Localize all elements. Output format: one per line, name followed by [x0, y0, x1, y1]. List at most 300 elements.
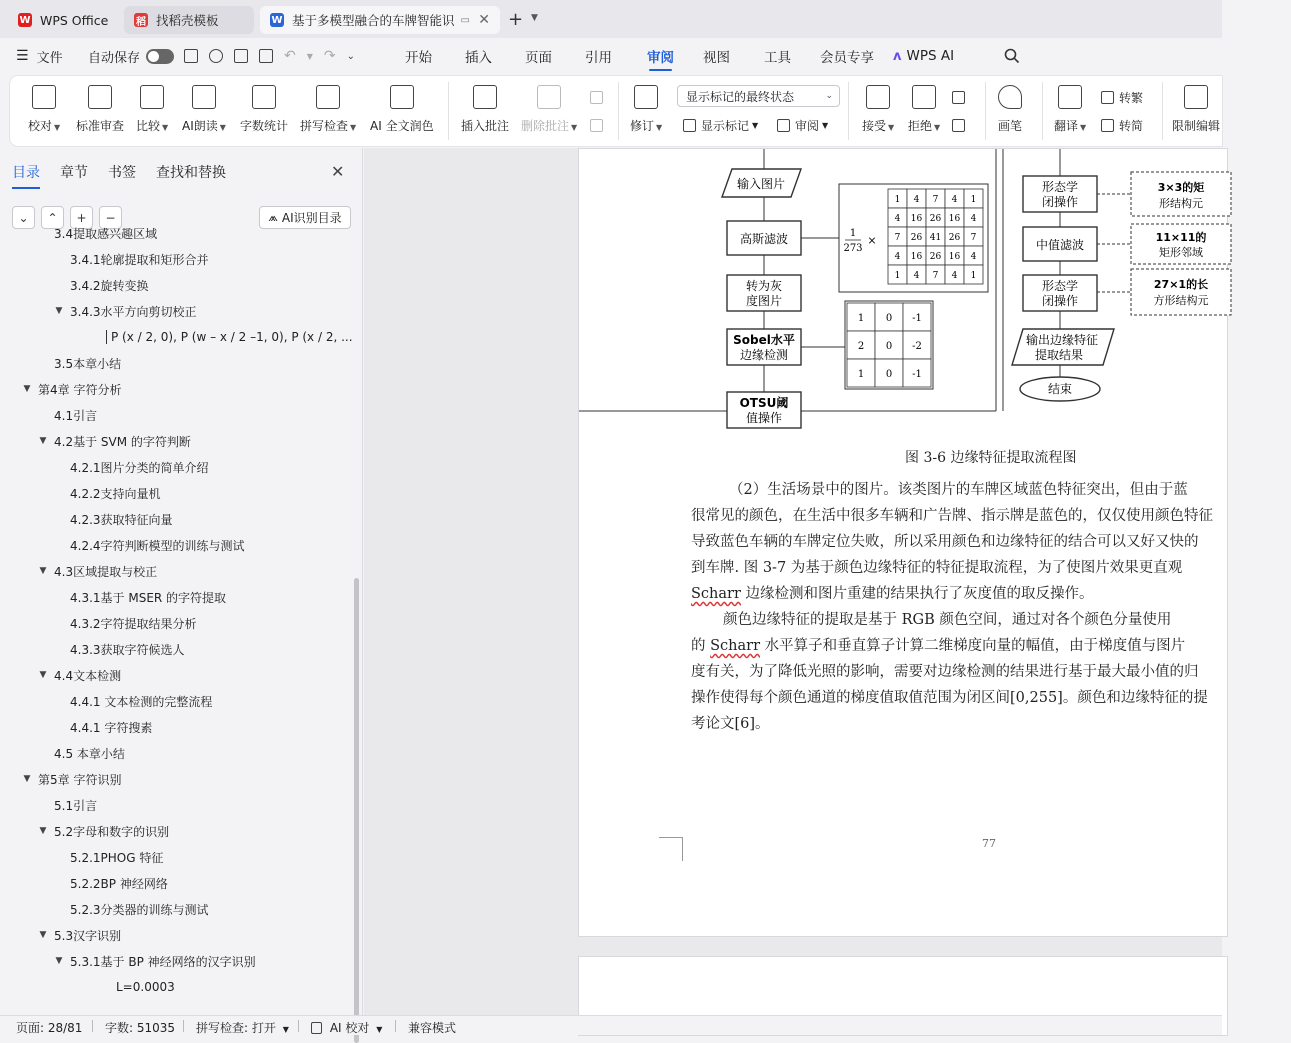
kernel-value: 16: [948, 252, 961, 262]
spelling-flag[interactable]: Scharr: [710, 638, 761, 654]
chevron-down-icon: ▼: [282, 1025, 289, 1034]
flow-step-otsu-2: 值操作: [745, 411, 783, 425]
tab-document[interactable]: [260, 6, 500, 34]
kernel-value: 26: [929, 252, 942, 262]
toc-item-label: 5.3汉字识别: [54, 928, 122, 943]
previous-comment-icon[interactable]: [590, 86, 608, 108]
word-count-label: 字数统计: [240, 119, 289, 133]
flow-step-gray: 转为灰: [745, 279, 783, 293]
show-markup-icon: [683, 119, 696, 132]
kernel-value: 0: [885, 369, 893, 380]
kernel-value: 16: [910, 214, 923, 224]
toc-item[interactable]: [52, 896, 209, 922]
standard-review-label: 标准审查: [76, 119, 125, 133]
tab-label: 插入: [465, 50, 492, 66]
delete-comment-label: 删除批注: [521, 119, 570, 133]
ribbon-divider: [618, 82, 619, 140]
kernel-value: 1: [970, 271, 977, 281]
expand-down-button[interactable]: [12, 206, 35, 229]
toc-item[interactable]: [52, 870, 168, 896]
review-pane-button[interactable]: [777, 114, 828, 136]
collapse-arrow-icon[interactable]: ▼: [39, 826, 47, 836]
restrict-edit-label: 限制编辑: [1172, 119, 1221, 133]
page-number: 77: [982, 837, 996, 850]
tab-view[interactable]: [703, 38, 730, 74]
accept-label: 接受: [862, 119, 887, 133]
flow-step-close-b-2: 闭操作: [1041, 294, 1079, 308]
note-long-struct: 27×1的长: [1153, 278, 1209, 291]
sobel-kernel-grid: [847, 303, 931, 387]
tab-label: 审阅: [647, 50, 674, 66]
abc-spell-icon: [316, 85, 340, 109]
toc-item-label: 3.4.3水平方向剪切校正: [70, 304, 197, 319]
toc-item[interactable]: [52, 480, 161, 506]
review-pane-label: 审阅: [795, 118, 820, 133]
flow-step-gray-2: 度图片: [745, 294, 783, 308]
toc-item[interactable]: [88, 324, 353, 350]
word-count-button[interactable]: [240, 76, 288, 146]
autosave-label: 自动保存: [88, 50, 141, 66]
redo-icon[interactable]: ↷: [323, 48, 336, 64]
text-line: Scharr 边缘检测和图片重建的结果执行了灰度值的取反操作。: [691, 586, 1094, 602]
ribbon-divider: [1042, 82, 1043, 140]
insert-comment-button[interactable]: [461, 76, 509, 146]
toc-item[interactable]: [20, 376, 121, 402]
pen-icon: [998, 85, 1022, 109]
spell-check-label: 拼写检查: [300, 119, 349, 133]
multiply-sign: ×: [867, 234, 877, 247]
tab-references[interactable]: [585, 38, 612, 74]
search-icon[interactable]: [1004, 38, 1020, 74]
toc-item[interactable]: [36, 922, 121, 948]
ai-icon: ⩕: [268, 210, 278, 224]
toc-item-label: 3.4.1轮廓提取和矩形合并: [70, 252, 209, 267]
tab-label: 找稻壳模板: [156, 13, 219, 28]
flow-step-end: 结束: [1047, 382, 1073, 396]
tab-chapters[interactable]: 章节: [60, 165, 88, 181]
pen-button[interactable]: [998, 76, 1022, 146]
document-area: [364, 148, 1222, 1015]
docer-logo-icon: 稻: [134, 13, 148, 27]
add-comment-icon: [473, 85, 497, 109]
tab-label: 开始: [405, 50, 432, 66]
text-line: 考论文[6]。: [691, 716, 770, 732]
ai-polish-button[interactable]: [370, 76, 434, 146]
status-divider: [395, 1020, 396, 1032]
paragraph-1: [691, 477, 1291, 607]
kernel-value: 26: [929, 214, 942, 224]
gauss-fraction-denominator: 273: [843, 243, 863, 254]
ribbon-divider: [448, 82, 449, 140]
status-divider: [92, 1020, 93, 1032]
to-simplified-label: 转简: [1119, 118, 1144, 133]
spelling-flag[interactable]: Scharr: [691, 586, 741, 602]
tab-label: 会员专享: [820, 50, 874, 66]
figure-caption: 图 3-6 边缘特征提取流程图: [905, 450, 1077, 466]
gauss-kernel-grid: [888, 189, 983, 284]
toc-scrollbar[interactable]: [354, 578, 359, 1043]
ai-toc-button[interactable]: [259, 206, 351, 229]
document-check-icon: [88, 85, 112, 109]
hamburger-icon: ☰: [16, 48, 29, 64]
kernel-value: 2: [857, 341, 865, 352]
chevron-down-icon: ⌄: [18, 210, 29, 225]
reject-icon: [912, 85, 936, 109]
text-line: 的 Scharr 水平算子和垂直算子计算二维梯度向量的幅值，由于梯度值与图片: [691, 638, 1186, 654]
kernel-value: 7: [894, 233, 901, 243]
compare-button[interactable]: [136, 76, 168, 146]
text-line: （2）生活场景中的图片。该类图片的车牌区域蓝色特征突出，但由于蓝: [729, 482, 1188, 498]
minus-icon: −: [105, 210, 116, 225]
kernel-value: 26: [948, 233, 961, 243]
flow-step-close-b: 形态学: [1041, 279, 1079, 293]
toggle-switch-icon[interactable]: [146, 49, 174, 64]
monitor-icon: ▭: [460, 14, 470, 26]
toc-item-label: 4.3.2字符提取结果分析: [70, 616, 197, 631]
kernel-value: 0: [885, 313, 893, 324]
toc-item[interactable]: [52, 272, 149, 298]
accept-check-icon: [866, 85, 890, 109]
chevron-down-icon: ▼: [822, 120, 829, 130]
wps-logo-icon: W: [19, 14, 31, 26]
toc-item[interactable]: [52, 844, 163, 870]
track-changes-icon: [634, 85, 658, 109]
kernel-value: -2: [912, 341, 922, 352]
flow-step-gauss: 高斯滤波: [739, 232, 789, 246]
traditional-chinese-icon: [1101, 91, 1114, 104]
export-icon[interactable]: [209, 49, 223, 63]
kernel-value: 4: [951, 195, 958, 205]
restrict-edit-button[interactable]: [1172, 76, 1220, 146]
show-markup-button[interactable]: [683, 114, 758, 136]
spell-check-button[interactable]: [300, 76, 356, 146]
note-struct-3x3-2: 形结构元: [1159, 197, 1203, 210]
wps-ai-logo-icon: ʌ: [893, 48, 902, 64]
wps-ai-button[interactable]: [893, 38, 954, 74]
ai-read-button[interactable]: [182, 76, 226, 146]
toc-item[interactable]: [36, 428, 191, 454]
toc-item-label: 5.3.1基于 BP 神经网络的汉字识别: [70, 954, 256, 969]
kernel-value: 4: [970, 214, 977, 224]
chevron-down-icon: ▼: [54, 123, 61, 132]
status-divider: [183, 1020, 184, 1032]
collapse-arrow-icon[interactable]: ▼: [23, 384, 31, 394]
compare-icon: [140, 85, 164, 109]
standard-review-button[interactable]: [76, 76, 124, 146]
kernel-value: 16: [910, 252, 923, 262]
toc-item-label: 4.2.4字符判断模型的训练与测试: [70, 538, 245, 553]
nav-tabs: [12, 162, 246, 182]
save-icon[interactable]: [184, 49, 198, 63]
kernel-value: 4: [894, 214, 901, 224]
word-count-indicator[interactable]: 字数: 51035: [105, 1021, 176, 1035]
chevron-up-icon: ⌃: [47, 210, 58, 225]
kernel-value: 4: [894, 252, 901, 262]
insert-comment-label: 插入批注: [461, 119, 510, 133]
kernel-value: 1: [894, 195, 901, 205]
toc-item-label: P (x / 2, 0), P (w – x / 2 –1, 0), P (x / 2, ...: [106, 330, 353, 344]
kernel-value: 4: [913, 271, 920, 281]
flow-step-input: 输入图片: [736, 177, 786, 191]
toc-item[interactable]: [52, 298, 197, 324]
toc-item[interactable]: [52, 246, 209, 272]
text-line: 到车牌. 图 3-7 为基于颜色边缘特征的特征提取流程，为了使图片效果更直观: [691, 560, 1183, 576]
note-long-struct-2: 方形结构元: [1153, 294, 1209, 307]
tab-find-replace[interactable]: 查找和替换: [156, 165, 226, 181]
accept-button[interactable]: [862, 76, 894, 146]
revise-button[interactable]: [630, 76, 662, 146]
flow-step-otsu: OTSU阈: [739, 396, 789, 410]
toc-item[interactable]: [36, 740, 125, 766]
toc-item-label: 3.4.2旋转变换: [70, 278, 149, 293]
tab-home[interactable]: [405, 38, 432, 74]
flow-step-output-2: 提取结果: [1034, 348, 1084, 362]
tab-label: 引用: [585, 50, 612, 66]
chevron-down-icon: ▼: [934, 123, 941, 132]
ai-proof-status[interactable]: [311, 1019, 382, 1036]
previous-change-icon[interactable]: [952, 86, 970, 108]
collapse-arrow-icon[interactable]: ▼: [23, 774, 31, 784]
tab-page[interactable]: [525, 38, 552, 74]
toc-item-label: 4.2.1图片分类的简单介绍: [70, 460, 209, 475]
ai-toc-label: AI识别目录: [281, 211, 342, 225]
ribbon-divider: [985, 82, 986, 140]
collapse-arrow-icon[interactable]: ▼: [39, 930, 47, 940]
kernel-value: 4: [951, 271, 958, 281]
toc-item[interactable]: [52, 584, 226, 610]
collapse-arrow-icon[interactable]: ▼: [39, 670, 47, 680]
chevron-down-icon: ▼: [888, 123, 895, 132]
tab-label: 工具: [764, 50, 791, 66]
kernel-value: 1: [894, 271, 901, 281]
toc-item[interactable]: [36, 220, 157, 246]
kernel-value: 41: [929, 233, 942, 243]
kernel-value: 0: [885, 341, 893, 352]
toc-item-label: 第5章 字符识别: [38, 772, 122, 787]
word-doc-icon: W: [271, 14, 283, 26]
note-box: [1131, 269, 1231, 315]
toc-item[interactable]: [98, 974, 175, 1000]
toc-item[interactable]: [52, 454, 209, 480]
tab-label: 基于多模型融合的车牌智能识: [292, 13, 455, 28]
ai-read-label: AI朗读: [182, 119, 218, 133]
paragraph-2: [691, 607, 1291, 737]
toc-item[interactable]: [36, 350, 121, 376]
translate-label: 翻译: [1054, 119, 1079, 133]
proofread-button[interactable]: [28, 76, 60, 146]
delete-comment-button[interactable]: [521, 76, 577, 146]
chevron-down-icon: ⌄: [825, 91, 833, 101]
toc-item[interactable]: [52, 532, 245, 558]
toc-item[interactable]: [52, 714, 152, 740]
chevron-down-icon[interactable]: ▼: [306, 51, 313, 61]
undo-icon[interactable]: ↶: [284, 48, 296, 64]
navigation-pane: [0, 148, 363, 1015]
toc-item-label: 5.2.1PHOG 特征: [70, 850, 164, 865]
new-tab-plus-icon[interactable]: +: [508, 9, 524, 30]
markup-state-value: 显示标记的最终状态: [686, 89, 795, 104]
ai-speaker-icon: [192, 85, 216, 109]
revise-label: 修订: [630, 119, 655, 133]
reject-button[interactable]: [908, 76, 940, 146]
toc-item[interactable]: [36, 402, 97, 428]
next-comment-icon[interactable]: [590, 114, 608, 136]
ribbon-divider: [1162, 82, 1163, 140]
chevron-down-icon: ▼: [752, 120, 759, 130]
page-margin-corner-mark: [659, 837, 683, 861]
toc-item-label: 4.3区域提取与校正: [54, 564, 158, 579]
text-line: 导致蓝色车辆的车牌定位失败，所以采用颜色和边缘特征的结合可以又好又快的: [691, 534, 1199, 550]
chevron-down-icon: ▼: [571, 123, 578, 132]
flow-step-output: 输出边缘特征: [1025, 333, 1099, 347]
to-simplified-button[interactable]: [1101, 114, 1143, 136]
tab-label: 视图: [703, 50, 730, 66]
status-bar: [0, 1015, 1222, 1035]
translate-button[interactable]: [1054, 76, 1086, 146]
text-line: 颜色边缘特征的提取是基于 RGB 颜色空间，通过对各个颜色分量使用: [723, 612, 1172, 628]
close-pane-icon[interactable]: ✕: [331, 162, 345, 181]
kernel-value: -1: [912, 369, 922, 380]
ai-polish-label: AI 全文润色: [370, 119, 434, 133]
toc-item-label: 4.1引言: [54, 408, 98, 423]
chevron-down-icon: ▼: [162, 123, 169, 132]
show-markup-label: 显示标记: [701, 118, 750, 133]
kernel-value: 26: [910, 233, 923, 243]
toc-item[interactable]: [36, 558, 157, 584]
kernel-value: 7: [932, 195, 939, 205]
toc-item-label: 3.4提取感兴趣区域: [54, 226, 158, 241]
to-traditional-button[interactable]: [1101, 86, 1143, 108]
delete-comment-icon: [537, 85, 561, 109]
chevron-down-icon[interactable]: ▼: [531, 13, 538, 23]
collapse-arrow-icon[interactable]: ▼: [39, 566, 47, 576]
toc-item[interactable]: [36, 662, 121, 688]
toc-item-label: 4.3.1基于 MSER 的字符提取: [70, 590, 227, 605]
toc-item[interactable]: [20, 766, 121, 792]
proofread-label: 校对: [28, 119, 53, 133]
ai-proof-label: AI 校对: [329, 1021, 370, 1035]
note-neighborhood-2: 矩形邻域: [1159, 246, 1203, 259]
note-struct-3x3: 3×3的矩: [1157, 181, 1205, 194]
next-change-icon[interactable]: [952, 114, 970, 136]
text-line: 操作使得每个颜色通道的梯度值取值范围为闭区间[0,255]。颜色和边缘特征的提: [691, 690, 1208, 706]
collapse-arrow-icon[interactable]: ▼: [55, 956, 63, 966]
text-line: 很常见的颜色，在生活中很多车辆和广告牌、指示牌是蓝色的，仅仅使用颜色特征: [691, 508, 1213, 524]
tab-toc[interactable]: 目录: [12, 162, 40, 182]
ribbon-divider: [848, 82, 849, 140]
tab-label: 页面: [525, 50, 552, 66]
toc-item-label: 3.5本章小结: [54, 356, 122, 371]
ai-proof-icon: [311, 1022, 322, 1034]
reject-label: 拒绝: [908, 119, 933, 133]
review-ribbon: [10, 76, 1222, 146]
simplified-chinese-icon: [1101, 119, 1114, 132]
markup-state-select[interactable]: [677, 85, 840, 107]
tab-tools[interactable]: [764, 38, 791, 74]
kernel-value: 16: [948, 214, 961, 224]
tab-insert[interactable]: [465, 38, 492, 74]
more-chevron-icon[interactable]: ⌄: [346, 50, 356, 62]
tab-bookmarks[interactable]: 书签: [108, 165, 136, 181]
pen-label: 画笔: [998, 119, 1023, 133]
toc-list: [0, 226, 353, 1015]
tab-review[interactable]: [645, 38, 676, 74]
flow-step-close: 形态学: [1041, 180, 1079, 194]
toc-item[interactable]: [52, 610, 197, 636]
spell-check-status-label: 拼写检查: 打开: [196, 1021, 276, 1035]
flow-step-close-2: 闭操作: [1041, 195, 1079, 209]
document-page[interactable]: [578, 148, 1228, 937]
toc-item[interactable]: [52, 948, 256, 974]
toc-item-label: 4.2基于 SVM 的字符判断: [54, 434, 191, 449]
toc-item-label: 4.4文本检测: [54, 668, 122, 683]
toc-item[interactable]: [52, 688, 212, 714]
status-divider: [298, 1020, 299, 1032]
proofread-icon: [32, 85, 56, 109]
print-icon[interactable]: [234, 49, 248, 63]
toc-item-label: 5.2.2BP 神经网络: [70, 876, 168, 891]
tab-member[interactable]: [820, 38, 874, 74]
toc-item[interactable]: [36, 818, 169, 844]
note-neighborhood: 11×11的: [1155, 231, 1207, 244]
toc-item-label: 4.3.3获取字符候选人: [70, 642, 185, 657]
close-tab-icon[interactable]: ✕: [478, 12, 490, 28]
toc-item-label: 4.5 本章小结: [54, 746, 125, 761]
tab-label: WPS Office: [40, 12, 109, 28]
page-indicator[interactable]: 页面: 28/81: [16, 1021, 83, 1035]
translate-icon: [1058, 85, 1082, 109]
file-label: 文件: [36, 50, 63, 66]
tab-docer-templates[interactable]: [124, 6, 254, 34]
file-menu[interactable]: [16, 38, 63, 74]
to-traditional-label: 转繁: [1119, 90, 1144, 105]
toc-item-label: 4.4.1 文本检测的完整流程: [70, 694, 213, 709]
kernel-value: -1: [912, 313, 922, 324]
chevron-down-icon: ▼: [1080, 123, 1087, 132]
restrict-edit-icon: [1184, 85, 1208, 109]
toc-item[interactable]: [36, 792, 97, 818]
chevron-down-icon: ▼: [376, 1025, 383, 1034]
kernel-value: 4: [913, 195, 920, 205]
toc-item[interactable]: [52, 636, 185, 662]
toc-item-label: 第4章 字符分析: [38, 382, 122, 397]
toc-item-label: 4.2.3获取特征向量: [70, 512, 173, 527]
kernel-value: 4: [970, 252, 977, 262]
review-pane-icon: [777, 119, 790, 132]
chevron-down-icon: ▼: [219, 123, 226, 132]
compare-label: 比较: [136, 119, 161, 133]
print-preview-icon[interactable]: [259, 49, 273, 63]
title-bar: [0, 0, 1222, 38]
quick-access-toolbar: [184, 38, 355, 74]
autosave-toggle[interactable]: [88, 38, 174, 74]
text-line: 度有关，为了降低光照的影响，需要对边缘检测的结果进行基于最大最小值的归: [691, 664, 1199, 680]
plus-icon: +: [76, 210, 87, 225]
gauss-fraction-numerator: 1: [849, 228, 857, 239]
magic-wand-icon: [390, 85, 414, 109]
collapse-arrow-icon[interactable]: ▼: [55, 306, 63, 316]
kernel-value: 1: [857, 313, 865, 324]
toc-item-label: 5.1引言: [54, 798, 98, 813]
toc-item-label: 4.4.1 字符搜素: [70, 720, 153, 735]
tab-wps-office[interactable]: [8, 6, 118, 34]
menu-bar: [0, 38, 1222, 74]
collapse-arrow-icon[interactable]: ▼: [39, 436, 47, 446]
toc-item[interactable]: [52, 506, 173, 532]
compat-mode-indicator: 兼容模式: [408, 1021, 457, 1035]
kernel-value: 7: [932, 271, 939, 281]
spell-check-status[interactable]: [196, 1019, 289, 1036]
